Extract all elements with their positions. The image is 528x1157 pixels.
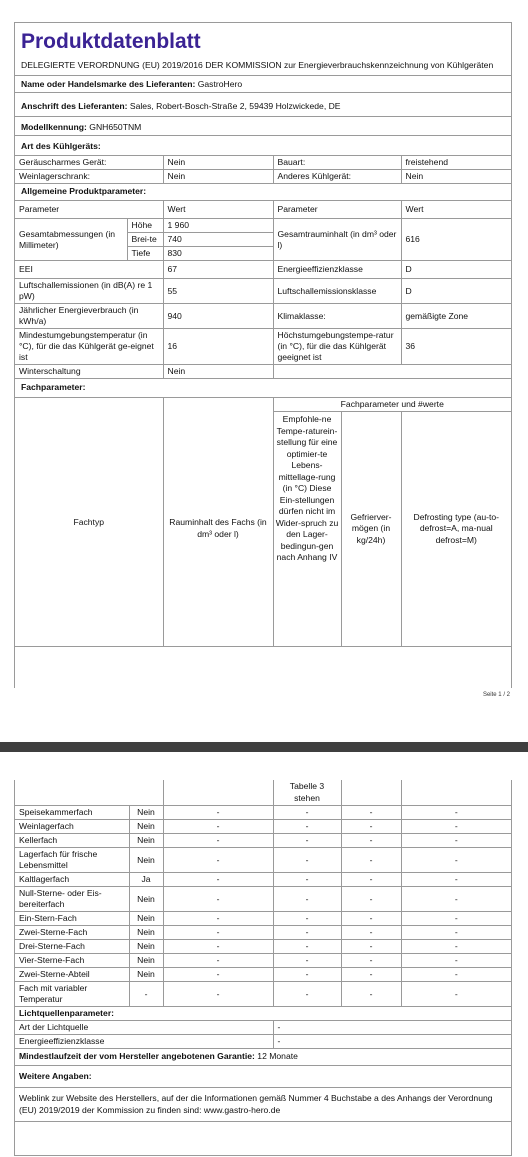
general-param-row	[15, 304, 511, 329]
param-label: Mindestumgebungstemperatur (in °C), für die das Kühlgerät ge-eignet ist	[15, 329, 163, 365]
compartment-temp: -	[273, 926, 341, 940]
device-type-value-2: freistehend	[401, 156, 511, 170]
param-label: Luftschallemissionen (in dB(A) re 1 pW)	[15, 279, 163, 304]
compartment-present: Nein	[129, 968, 163, 982]
compartment-row	[15, 982, 511, 1007]
compartment-present: Nein	[129, 912, 163, 926]
compartment-name: Vier-Sterne-Fach	[15, 954, 129, 968]
empty-cell	[401, 365, 511, 379]
compartment-defrost: -	[401, 912, 511, 926]
param-label: Jährlicher Energieverbrauch (in kWh/a)	[15, 304, 163, 329]
compartment-volume: -	[163, 968, 273, 982]
general-params-heading: Allgemeine Produktparameter:	[21, 186, 147, 196]
col-parameter-header-2: Parameter	[273, 201, 401, 219]
compartment-freeze: -	[341, 968, 401, 982]
compartment-name: Kaltlagerfach	[15, 873, 129, 887]
compartment-volume: -	[163, 848, 273, 873]
compartment-row	[15, 940, 511, 954]
compartment-name: Ein-Stern-Fach	[15, 912, 129, 926]
compartment-defrost: -	[401, 834, 511, 848]
param-value: 55	[163, 279, 273, 304]
device-type-table	[15, 155, 511, 184]
compartment-temp: -	[273, 873, 341, 887]
col-value-header: Wert	[163, 201, 273, 219]
device-type-heading: Art des Kühlgeräts:	[15, 135, 511, 155]
param-label-2: Luftschallemissionsklasse	[273, 279, 401, 304]
compartment-row	[15, 834, 511, 848]
empty-cell	[129, 780, 163, 806]
page-separator	[0, 742, 528, 752]
model-value: GNH650TNM	[89, 122, 142, 132]
supplier-name-label: Name oder Handelsmarke des Lieferanten:	[21, 79, 196, 89]
compartment-name: Speisekammerfach	[15, 806, 129, 820]
general-param-row	[15, 261, 511, 279]
compartments-header-table	[15, 397, 511, 647]
warranty-value: 12 Monate	[257, 1051, 298, 1061]
compartment-name: Lagerfach für frische Lebensmittel	[15, 848, 129, 873]
compartment-freeze: -	[341, 887, 401, 912]
param-label-2: Energieeffizienzklasse	[273, 261, 401, 279]
dims-row-height	[15, 219, 511, 233]
light-type-label: Art der Lichtquelle	[15, 1021, 273, 1035]
compartment-present: -	[129, 982, 163, 1007]
light-heading: Lichtquellenparameter:	[15, 1007, 511, 1021]
compartment-defrost: -	[401, 887, 511, 912]
compartment-present: Ja	[129, 873, 163, 887]
compartment-row	[15, 968, 511, 982]
device-type-label-1: Geräuscharmes Gerät:	[15, 156, 163, 170]
compartment-row	[15, 820, 511, 834]
compartment-name: Weinlagerfach	[15, 820, 129, 834]
further-text: Weblink zur Website des Herstellers, auf der die Informationen gemäß Nummer 4 Buchstabe a des Anhangs der Verordnung (EU) 2019/2019 der Kommission zu finden sind: www.gastro-hero.de	[15, 1088, 511, 1122]
param-value-2: 36	[401, 329, 511, 365]
empty-cell	[341, 780, 401, 806]
param-value: 16	[163, 329, 273, 365]
compartment-volume: -	[163, 940, 273, 954]
compartment-defrost: -	[401, 954, 511, 968]
compartment-temp: -	[273, 806, 341, 820]
compartment-defrost: -	[401, 926, 511, 940]
device-type-value-1: Nein	[163, 170, 273, 184]
compartment-freeze: -	[341, 982, 401, 1007]
compartment-freeze: -	[341, 940, 401, 954]
compartment-volume: -	[163, 820, 273, 834]
depth-label: Tiefe	[127, 247, 163, 261]
empty-cell	[273, 365, 401, 379]
page-number: Seite 1 / 2	[482, 692, 510, 698]
compartments-group-header: Fachparameter und #werte	[273, 398, 511, 412]
warranty-row	[15, 1049, 511, 1066]
compartment-freeze: -	[341, 806, 401, 820]
compartment-volume: -	[163, 954, 273, 968]
compartment-name: Null-Sterne- oder Eis-bereiterfach	[15, 887, 129, 912]
compartment-volume: -	[163, 834, 273, 848]
empty-cell	[163, 398, 273, 412]
compartment-defrost: -	[401, 982, 511, 1007]
height-label: Höhe	[127, 219, 163, 233]
compartment-row	[15, 954, 511, 968]
compartment-freeze: -	[341, 820, 401, 834]
col-temp-header-cont: Tabelle 3 stehen	[273, 780, 341, 806]
device-type-label-2: Bauart:	[273, 156, 401, 170]
page-1-frame	[14, 22, 512, 688]
light-class-value: -	[273, 1035, 511, 1049]
col-defrost-header: Defrosting type (au-to-defrost=A, ma-nual defrost=M)	[401, 412, 511, 647]
supplier-address-label: Anschrift des Lieferanten:	[21, 101, 128, 111]
further-heading: Weitere Angaben:	[15, 1066, 511, 1088]
regulation-text: DELEGIERTE VERORDNUNG (EU) 2019/2016 DER KOMMISSION zur Energieverbrauchskennzeichnung von Kühlgeräten	[21, 60, 494, 70]
height-value: 1 960	[163, 219, 273, 233]
compartment-row	[15, 806, 511, 820]
col-fachtyp-header: Fachtyp	[15, 398, 163, 647]
compartment-defrost: -	[401, 848, 511, 873]
warranty-cell	[15, 1049, 511, 1066]
light-type-row	[15, 1021, 511, 1035]
compartment-rows	[15, 806, 511, 1007]
param-value-2: gemäßigte Zone	[401, 304, 511, 329]
compartment-name: Zwei-Sterne-Abteil	[15, 968, 129, 982]
compartment-present: Nein	[129, 820, 163, 834]
general-params-table	[15, 200, 511, 379]
param-value: 940	[163, 304, 273, 329]
col-parameter-header: Parameter	[15, 201, 163, 219]
further-text-row	[15, 1088, 511, 1122]
supplier-address-row	[15, 92, 511, 116]
compartment-row	[15, 873, 511, 887]
empty-cell	[401, 780, 511, 806]
compartment-name: Drei-Sterne-Fach	[15, 940, 129, 954]
model-label: Modellkennung:	[21, 122, 87, 132]
compartments-table	[15, 780, 511, 1122]
device-type-label-1: Weinlagerschrank:	[15, 170, 163, 184]
compartment-defrost: -	[401, 968, 511, 982]
param-label: EEI	[15, 261, 163, 279]
model-row	[15, 116, 511, 135]
device-type-row	[15, 170, 511, 184]
compartment-row	[15, 887, 511, 912]
compartment-volume: -	[163, 887, 273, 912]
compartment-row	[15, 848, 511, 873]
compartment-present: Nein	[129, 834, 163, 848]
light-heading-row	[15, 1007, 511, 1021]
compartment-freeze: -	[341, 848, 401, 873]
width-label: Brei-te	[127, 233, 163, 247]
param-value-2: D	[401, 261, 511, 279]
warranty-label: Mindestlaufzeit der vom Hersteller angebotenen Garantie:	[19, 1051, 255, 1061]
compartment-present: Nein	[129, 926, 163, 940]
light-class-row	[15, 1035, 511, 1049]
compartment-freeze: -	[341, 873, 401, 887]
dims-label: Gesamtabmessungen (in Millimeter)	[15, 219, 127, 261]
depth-value: 830	[163, 247, 273, 261]
compartment-name: Zwei-Sterne-Fach	[15, 926, 129, 940]
param-label-2: Höchstumgebungstempe-ratur (in °C), für die das Kühlgerät geeignet ist	[273, 329, 401, 365]
winter-row	[15, 365, 511, 379]
compartment-volume: -	[163, 873, 273, 887]
compartment-temp: -	[273, 968, 341, 982]
light-class-label: Energieeffizienzklasse	[15, 1035, 273, 1049]
compartment-temp: -	[273, 912, 341, 926]
winter-value: Nein	[163, 365, 273, 379]
compartment-freeze: -	[341, 834, 401, 848]
winter-label: Winterschaltung	[15, 365, 163, 379]
compartments-group-row	[15, 398, 511, 412]
supplier-name-value: GastroHero	[197, 79, 243, 89]
col-value-header-2: Wert	[401, 201, 511, 219]
compartment-defrost: -	[401, 873, 511, 887]
param-value: 67	[163, 261, 273, 279]
compartment-defrost: -	[401, 940, 511, 954]
compartment-present: Nein	[129, 806, 163, 820]
general-header-row	[15, 201, 511, 219]
compartment-freeze: -	[341, 912, 401, 926]
compartment-row	[15, 926, 511, 940]
compartment-volume: -	[163, 806, 273, 820]
compartment-present: Nein	[129, 954, 163, 968]
compartment-volume: -	[163, 982, 273, 1007]
compartment-freeze: -	[341, 926, 401, 940]
device-type-label-2: Anderes Kühlgerät:	[273, 170, 401, 184]
col-temp-header: Empfohle-ne Tempe-raturein-stellung für eine optimier-te Lebens-mittellage-rung (in °C) Diese Ein-stellungen dürfen nicht im Wider-spruch zu den Lager-bedingun-gen nach Anhang IV	[273, 412, 341, 647]
compartment-defrost: -	[401, 820, 511, 834]
param-label-2: Klimaklasse:	[273, 304, 401, 329]
compartment-defrost: -	[401, 806, 511, 820]
compartments-continued-row	[15, 780, 511, 806]
compartment-temp: -	[273, 887, 341, 912]
compartment-temp: -	[273, 834, 341, 848]
document-page-2	[0, 752, 528, 1157]
device-type-value-1: Nein	[163, 156, 273, 170]
param-value-2: D	[401, 279, 511, 304]
compartment-present: Nein	[129, 887, 163, 912]
compartment-name: Fach mit variabler Temperatur	[15, 982, 129, 1007]
device-type-value-2: Nein	[401, 170, 511, 184]
compartment-temp: -	[273, 940, 341, 954]
general-param-row	[15, 279, 511, 304]
empty-cell	[163, 780, 273, 806]
compartment-volume: -	[163, 926, 273, 940]
compartment-volume: -	[163, 912, 273, 926]
compartment-present: Nein	[129, 848, 163, 873]
device-type-row	[15, 156, 511, 170]
compartment-present: Nein	[129, 940, 163, 954]
compartment-temp: -	[273, 954, 341, 968]
col-freeze-header: Gefrierver-mögen (in kg/24h)	[341, 412, 401, 647]
light-type-value: -	[273, 1021, 511, 1035]
supplier-name-row	[15, 75, 511, 92]
compartment-temp: -	[273, 820, 341, 834]
compartment-row	[15, 912, 511, 926]
document-title: Produktdatenblatt	[21, 30, 201, 53]
col-volume-header: Rauminhalt des Fachs (in dm³ oder l)	[163, 412, 273, 647]
total-volume-value: 616	[401, 219, 511, 261]
further-heading-row	[15, 1066, 511, 1088]
compartment-temp: -	[273, 848, 341, 873]
empty-cell	[15, 780, 129, 806]
total-volume-label: Gesamtrauminhalt (in dm³ oder l)	[273, 219, 401, 261]
supplier-address-value: Sales, Robert-Bosch-Straße 2, 59439 Holzwickede, DE	[129, 101, 341, 111]
page-2-frame	[14, 780, 512, 1156]
width-value: 740	[163, 233, 273, 247]
compartment-temp: -	[273, 982, 341, 1007]
general-param-row	[15, 329, 511, 365]
compartment-name: Kellerfach	[15, 834, 129, 848]
compartment-freeze: -	[341, 954, 401, 968]
compartments-heading: Fachparameter:	[21, 382, 86, 392]
